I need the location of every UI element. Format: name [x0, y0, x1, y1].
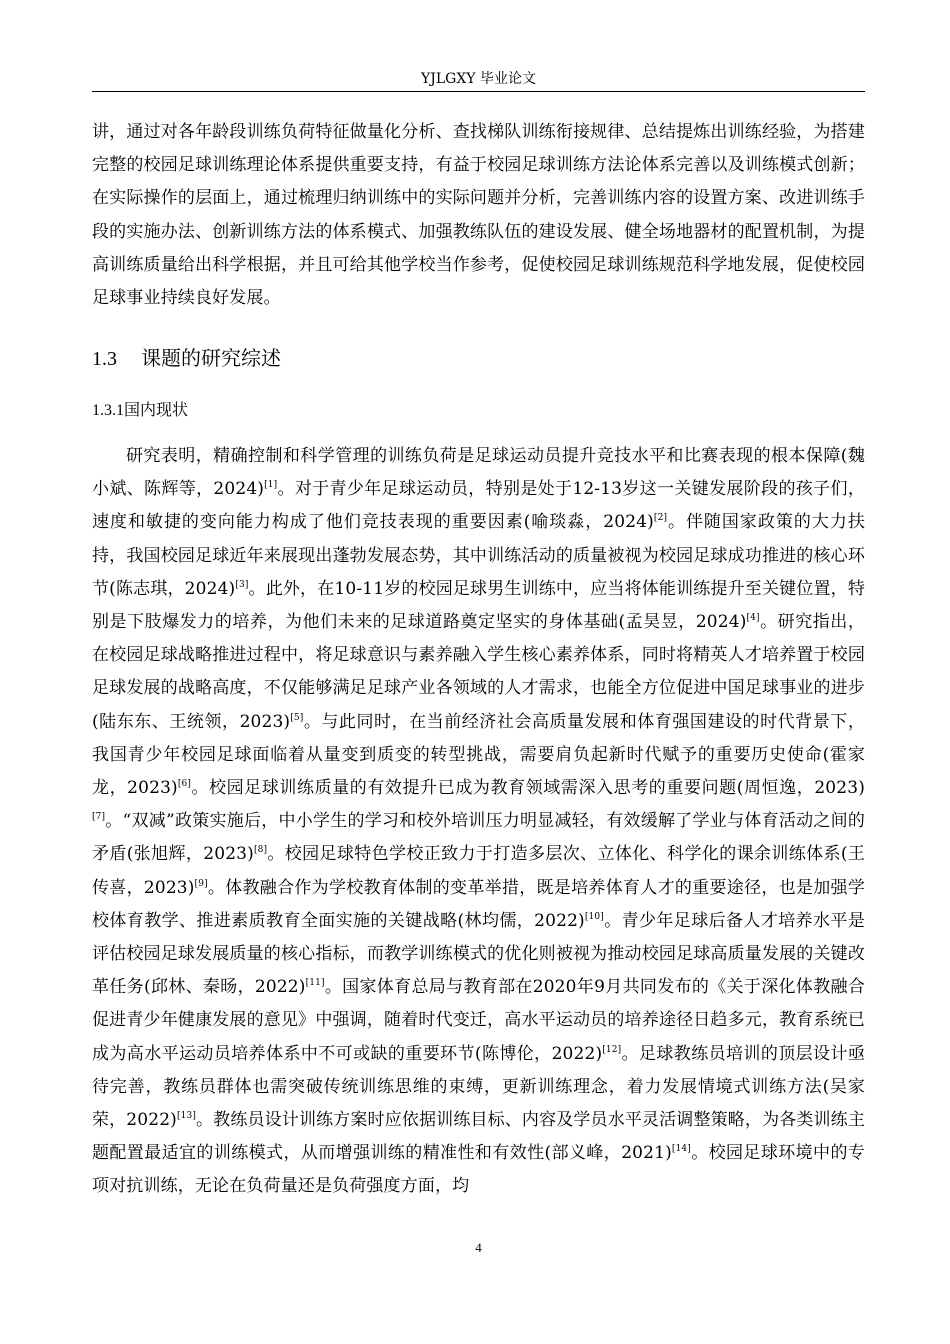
citation-ref: [8]	[253, 845, 268, 856]
section-heading	[92, 344, 281, 373]
running-header: YJLGXY 毕业论文	[421, 71, 536, 87]
body-text-segment: 。青少年足球后备人才培养水平是评估校园足球发展质量的核心指标，而教学训练模式的优化则被视为推动校园足球高质量发展的关键改革任务(邱林、秦旸，2022)	[92, 910, 865, 998]
citation-ref: [13]	[176, 1111, 197, 1122]
body-text-segment: 。教练员设计训练方案时应依据训练目标、内容及学员水平灵活调整策略，为各类训练主题配置最适宜的训练模式，从而增强训练的精准性和有效性(部义峰，2021)	[92, 1110, 865, 1164]
body-text-segment: 。校园足球特色学校正致力于打造多层次、立体化、科学化的课余训练体系(王传喜，2023)	[92, 844, 866, 898]
body-text-segment: 研究表明，精确控制和科学管理的训练负荷是足球运动员提升竞技水平和比赛表现的根本保障(魏小斌、陈辉等，2024)	[92, 446, 865, 500]
citation-ref: [11]	[305, 978, 325, 989]
body-text-segment: 。“双减”政策实施后，中小学生的学习和校外培训压力明显减轻，有效缓解了学业与体育活动之间的矛盾(张旭辉，2023)	[92, 811, 865, 865]
body-text-segment: 。体教融合作为学校教育体制的变革举措，既是培养体育人才的重要途径，也是加强学校体育教学、推进素质教育全面实施的关键战略(林均儒，2022)	[92, 877, 865, 931]
citation-ref: [14]	[671, 1144, 691, 1155]
citation-ref: [5]	[290, 712, 304, 723]
citation-ref: [9]	[194, 878, 208, 889]
citation-ref: [12]	[602, 1044, 622, 1055]
body-text-segment: 。国家体育总局与教育部在2020年9月共同发布的《关于深化体教融合促进青少年健康发展的意见》中强调，随着时代变迁，高水平运动员的培养途径日趋多元，教育系统已成为高水平运动员培养体系中不可或缺的重要环节(陈博伦，2022)	[92, 977, 866, 1064]
citation-ref: [1]	[264, 480, 278, 491]
intro-paragraph: 讲，通过对各年龄段训练负荷特征做量化分析、查找梯队训练衔接规律、总结提炼出训练经验，为搭建完整的校园足球训练理论体系提供重要支持，有益于校园足球训练方法论体系完善以及训练模式创新；在实际操作的层面上，通过梳理归纳训练中的实际问题并分析，完善训练内容的设置方案、改进训练手段的实施办法、创新训练方法的体系模式、加强教练队伍的建设发展、健全场地器材的配置机制，为提高训练质量给出科学根据，并且可给其他学校当作参考，促使校园足球训练规范科学地发展，促使校园足球事业持续良好发展。	[92, 122, 865, 309]
citation-ref: [10]	[584, 911, 604, 922]
body-paragraph	[92, 440, 865, 1204]
body-text-segment: 。研究指出，在校园足球战略推进过程中，将足球意识与素养融入学生核心素养体系，同时将精英人才培养置于校园足球发展的战略高度，不仅能够满足足球产业各领域的人才需求，也能全方位促进中国足球事业的进步(陆东东、王统领，2023)	[92, 612, 865, 732]
citation-ref: [2]	[653, 513, 668, 524]
page-number: 4	[475, 1240, 482, 1255]
body-text-segment: 。足球教练员培训的顶层设计亟待完善，教练员群体也需突破传统训练思维的束缚，更新训练理念，着力发展情境式训练方法(吴家荣，2022)	[92, 1043, 865, 1131]
body-text-segment: 。对于青少年足球运动员，特别是处于12-13岁这一关键发展阶段的孩子们，速度和敏捷的变向能力构成了他们竞技表现的重要因素(喻琰淼，2024)	[92, 479, 865, 533]
section-number: 1.3	[92, 348, 117, 370]
citation-ref: [4]	[746, 613, 760, 624]
citation-ref: [7]	[92, 812, 106, 823]
subsection-number: 1.3.1	[92, 402, 124, 419]
section-title: 课题的研究综述	[141, 346, 281, 370]
header-rule	[92, 91, 865, 92]
body-text-segment: 。此外，在10-11岁的校园足球男生训练中，应当将体能训练提升至关键位置，特别是下肢爆发力的培养，为他们未来的足球道路奠定坚实的身体基础(孟昊昱，2024)	[92, 578, 865, 633]
subsection-heading	[92, 398, 188, 423]
body-text-segment: 。校园足球训练质量的有效提升已成为教育领域需深入思考的重要问题(周恒逸，2023)	[191, 778, 865, 799]
body-text-segment: 。与此同时，在当前经济社会高质量发展和体育强国建设的时代背景下，我国青少年校园足球面临着从量变到质变的转型挑战，需要肩负起新时代赋予的重要历史使命(霍家龙，2023)	[92, 711, 865, 799]
body-text-segment: 。校园足球环境中的专项对抗训练，无论在负荷量还是负荷强度方面，均	[92, 1143, 865, 1197]
citation-ref: [6]	[177, 779, 192, 790]
body-text-segment: 。伴随国家政策的大力扶持，我国校园足球近年来展现出蓬勃发展态势，其中训练活动的质量被视为校园足球成功推进的核心环节(陈志琪，2024)	[92, 512, 865, 599]
citation-ref: [3]	[235, 579, 249, 590]
subsection-title: 国内现状	[124, 400, 189, 419]
